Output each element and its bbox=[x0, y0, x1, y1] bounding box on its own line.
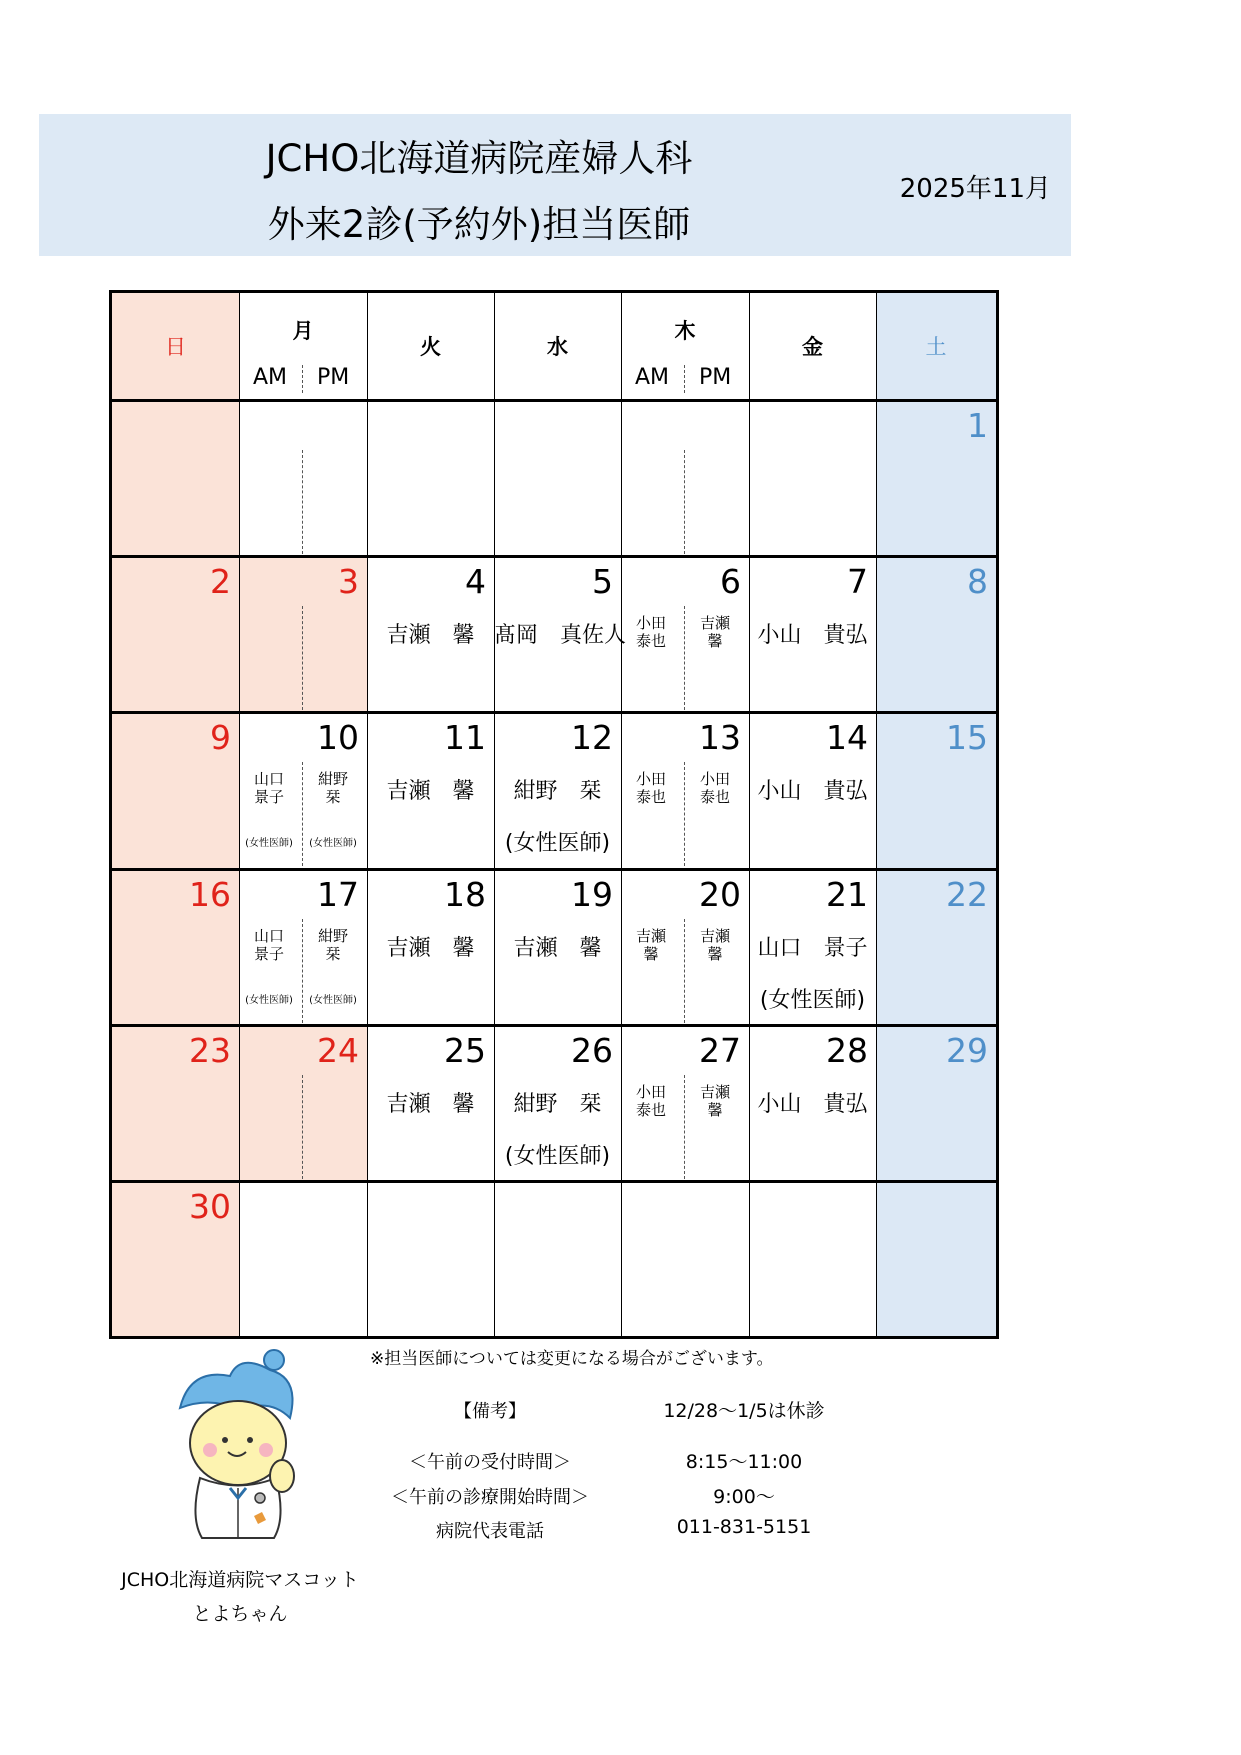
weekday-header-cell bbox=[749, 293, 876, 400]
date-cell bbox=[239, 1025, 367, 1181]
doctor-name-short: 馨 bbox=[707, 945, 723, 963]
grid-line bbox=[112, 399, 996, 402]
date-number: 27 bbox=[699, 1031, 741, 1070]
date-cell bbox=[876, 869, 996, 1025]
doctor-name: 小山 貴弘 bbox=[757, 779, 868, 804]
date-cell bbox=[749, 400, 876, 556]
date-cell bbox=[749, 556, 876, 712]
year-month: 2025年11月 bbox=[899, 174, 1051, 204]
weekday-header-cell bbox=[239, 293, 367, 400]
doctor-name-short: 馨 bbox=[707, 1101, 723, 1119]
doctor-name-short: 泰也 bbox=[635, 632, 666, 650]
weekday-label: 木 bbox=[674, 319, 696, 343]
date-cell bbox=[749, 1025, 876, 1181]
doctor-name-short: 景子 bbox=[253, 788, 284, 806]
date-cell bbox=[367, 712, 494, 869]
doctor-name-short: 栞 bbox=[325, 945, 341, 963]
date-cell bbox=[112, 1025, 239, 1181]
header-banner bbox=[39, 114, 1071, 256]
doctor-name-short: 小田 bbox=[635, 1083, 666, 1101]
change-notice: ※担当医師については変更になる場合がございます。 bbox=[370, 1349, 774, 1369]
mascot-toyo-chan-icon bbox=[170, 1348, 310, 1548]
date-cell bbox=[621, 1025, 749, 1181]
date-cell bbox=[112, 1181, 239, 1336]
grid-line bbox=[112, 711, 996, 714]
weekday-header-cell bbox=[876, 293, 996, 400]
phone-label: 病院代表電話 bbox=[436, 1521, 544, 1542]
date-cell bbox=[621, 556, 749, 712]
date-number: 5 bbox=[592, 562, 613, 601]
date-cell bbox=[876, 712, 996, 869]
date-cell bbox=[749, 1181, 876, 1336]
doctor-name-short: 吉瀬 bbox=[699, 1083, 730, 1101]
date-cell bbox=[239, 400, 367, 556]
doctor-name: 吉瀬 馨 bbox=[386, 623, 475, 648]
doctor-name: 小山 貴弘 bbox=[757, 1092, 868, 1117]
doctor-name: 紺野 栞 bbox=[513, 779, 602, 804]
calendar-table bbox=[109, 290, 999, 1339]
date-number: 9 bbox=[210, 718, 231, 757]
female-doctor-note: (女性医師) bbox=[309, 995, 357, 1006]
mascot-caption-nickname: とよちゃん bbox=[192, 1603, 288, 1625]
remarks-value: 12/28～1/5は休診 bbox=[663, 1400, 825, 1422]
date-number: 16 bbox=[189, 875, 231, 914]
date-number: 11 bbox=[444, 718, 486, 757]
date-number: 24 bbox=[317, 1031, 359, 1070]
date-number: 7 bbox=[847, 562, 868, 601]
grid-line bbox=[112, 1024, 996, 1027]
date-number: 15 bbox=[946, 718, 988, 757]
weekday-label: 日 bbox=[165, 335, 186, 359]
date-number: 26 bbox=[571, 1031, 613, 1070]
date-number: 20 bbox=[699, 875, 741, 914]
date-number: 29 bbox=[946, 1031, 988, 1070]
date-cell bbox=[367, 556, 494, 712]
weekday-header-cell bbox=[112, 293, 239, 400]
date-cell bbox=[367, 1181, 494, 1336]
am-label: AM bbox=[253, 365, 288, 390]
doctor-name: (女性医師) bbox=[759, 988, 866, 1013]
weekday-label: 火 bbox=[420, 335, 441, 359]
am-pm-divider bbox=[684, 450, 685, 554]
remarks-label: 【備考】 bbox=[454, 1401, 526, 1422]
date-cell bbox=[112, 712, 239, 869]
date-cell bbox=[367, 1025, 494, 1181]
doctor-name: 紺野 栞 bbox=[513, 1092, 602, 1117]
grid-line bbox=[112, 868, 996, 871]
doctor-name-short: 景子 bbox=[253, 945, 284, 963]
date-cell bbox=[112, 556, 239, 712]
date-cell bbox=[876, 556, 996, 712]
date-number: 22 bbox=[946, 875, 988, 914]
date-cell bbox=[112, 400, 239, 556]
pm-label: PM bbox=[317, 365, 350, 390]
date-cell bbox=[239, 869, 367, 1025]
date-number: 14 bbox=[826, 718, 868, 757]
doctor-name: (女性医師) bbox=[504, 831, 611, 856]
female-doctor-note: (女性医師) bbox=[245, 838, 293, 849]
doctor-name-short: 小田 bbox=[699, 770, 730, 788]
date-number: 6 bbox=[720, 562, 741, 601]
date-cell bbox=[367, 869, 494, 1025]
doctor-name-short: 泰也 bbox=[635, 788, 666, 806]
pm-label: PM bbox=[699, 365, 732, 390]
doctor-name: 小山 貴弘 bbox=[757, 623, 868, 648]
date-number: 25 bbox=[444, 1031, 486, 1070]
date-cell bbox=[749, 869, 876, 1025]
doctor-name-short: 泰也 bbox=[699, 788, 730, 806]
doctor-name-short: 馨 bbox=[643, 945, 659, 963]
weekday-header-cell bbox=[494, 293, 621, 400]
am-pm-divider bbox=[302, 365, 303, 393]
date-cell bbox=[112, 869, 239, 1025]
grid-line bbox=[112, 1180, 996, 1183]
date-cell bbox=[239, 1181, 367, 1336]
weekday-label: 水 bbox=[547, 335, 568, 359]
date-cell bbox=[494, 712, 621, 869]
date-number: 13 bbox=[699, 718, 741, 757]
weekday-label: 土 bbox=[925, 335, 947, 359]
date-cell bbox=[239, 556, 367, 712]
doctor-name-short: 馨 bbox=[707, 632, 723, 650]
doctor-name-short: 紺野 bbox=[317, 770, 348, 788]
doctor-name: 髙岡 真佐人 bbox=[494, 623, 627, 648]
date-cell bbox=[494, 1181, 621, 1336]
date-number: 19 bbox=[571, 875, 613, 914]
date-cell bbox=[494, 400, 621, 556]
doctor-name: 山口 景子 bbox=[757, 936, 868, 961]
start-time-label: ＜午前の診療開始時間＞ bbox=[391, 1487, 589, 1508]
reception-value: 8:15～11:00 bbox=[685, 1451, 803, 1473]
date-cell bbox=[749, 712, 876, 869]
doctor-name-short: 小田 bbox=[635, 614, 666, 632]
female-doctor-note: (女性医師) bbox=[245, 995, 293, 1006]
date-cell bbox=[876, 1025, 996, 1181]
doctor-name-short: 山口 bbox=[253, 927, 284, 945]
doctor-name-short: 山口 bbox=[253, 770, 284, 788]
date-number: 3 bbox=[338, 562, 359, 601]
date-number: 1 bbox=[967, 406, 988, 445]
weekday-header-cell bbox=[367, 293, 494, 400]
reception-label: ＜午前の受付時間＞ bbox=[409, 1452, 571, 1473]
weekday-label: 月 bbox=[292, 319, 314, 343]
date-cell bbox=[876, 1181, 996, 1336]
date-cell bbox=[621, 712, 749, 869]
doctor-name-short: 吉瀬 bbox=[699, 927, 730, 945]
date-number: 30 bbox=[189, 1187, 231, 1226]
doctor-name: 吉瀬 馨 bbox=[386, 936, 475, 961]
date-cell bbox=[494, 1025, 621, 1181]
date-number: 12 bbox=[571, 718, 613, 757]
date-number: 28 bbox=[826, 1031, 868, 1070]
date-cell bbox=[621, 869, 749, 1025]
date-cell bbox=[239, 712, 367, 869]
am-pm-divider bbox=[302, 450, 303, 554]
date-number: 10 bbox=[317, 718, 359, 757]
date-cell bbox=[621, 400, 749, 556]
date-number: 21 bbox=[826, 875, 868, 914]
doctor-name: (女性医師) bbox=[504, 1144, 611, 1169]
am-pm-divider bbox=[684, 365, 685, 393]
page-title: JCHO北海道病院産婦人科 bbox=[265, 137, 693, 180]
date-number: 8 bbox=[967, 562, 988, 601]
date-cell bbox=[876, 400, 996, 556]
female-doctor-note: (女性医師) bbox=[309, 838, 357, 849]
weekday-header-cell bbox=[621, 293, 749, 400]
doctor-name-short: 栞 bbox=[325, 788, 341, 806]
date-number: 17 bbox=[317, 875, 359, 914]
grid-line bbox=[112, 555, 996, 558]
doctor-name: 吉瀬 馨 bbox=[386, 1092, 475, 1117]
doctor-name-short: 吉瀬 bbox=[635, 927, 666, 945]
page-subtitle: 外来2診(予約外)担当医師 bbox=[267, 203, 691, 246]
doctor-name: 吉瀬 馨 bbox=[513, 936, 602, 961]
doctor-name-short: 紺野 bbox=[317, 927, 348, 945]
mascot-caption-name: JCHO北海道病院マスコット bbox=[121, 1569, 359, 1591]
am-pm-divider bbox=[302, 606, 303, 710]
date-cell bbox=[621, 1181, 749, 1336]
date-cell bbox=[494, 556, 627, 712]
date-cell bbox=[367, 400, 494, 556]
start-time-value: 9:00～ bbox=[713, 1486, 775, 1508]
doctor-name-short: 小田 bbox=[635, 770, 666, 788]
date-number: 4 bbox=[465, 562, 486, 601]
doctor-name: 吉瀬 馨 bbox=[386, 779, 475, 804]
doctor-name-short: 泰也 bbox=[635, 1101, 666, 1119]
date-cell bbox=[494, 869, 621, 1025]
date-number: 18 bbox=[444, 875, 486, 914]
weekday-label: 金 bbox=[802, 335, 823, 359]
date-number: 23 bbox=[189, 1031, 231, 1070]
doctor-name-short: 吉瀬 bbox=[699, 614, 730, 632]
am-pm-divider bbox=[302, 1075, 303, 1179]
phone-value: 011-831-5151 bbox=[676, 1516, 812, 1538]
date-number: 2 bbox=[210, 562, 231, 601]
am-label: AM bbox=[635, 365, 670, 390]
